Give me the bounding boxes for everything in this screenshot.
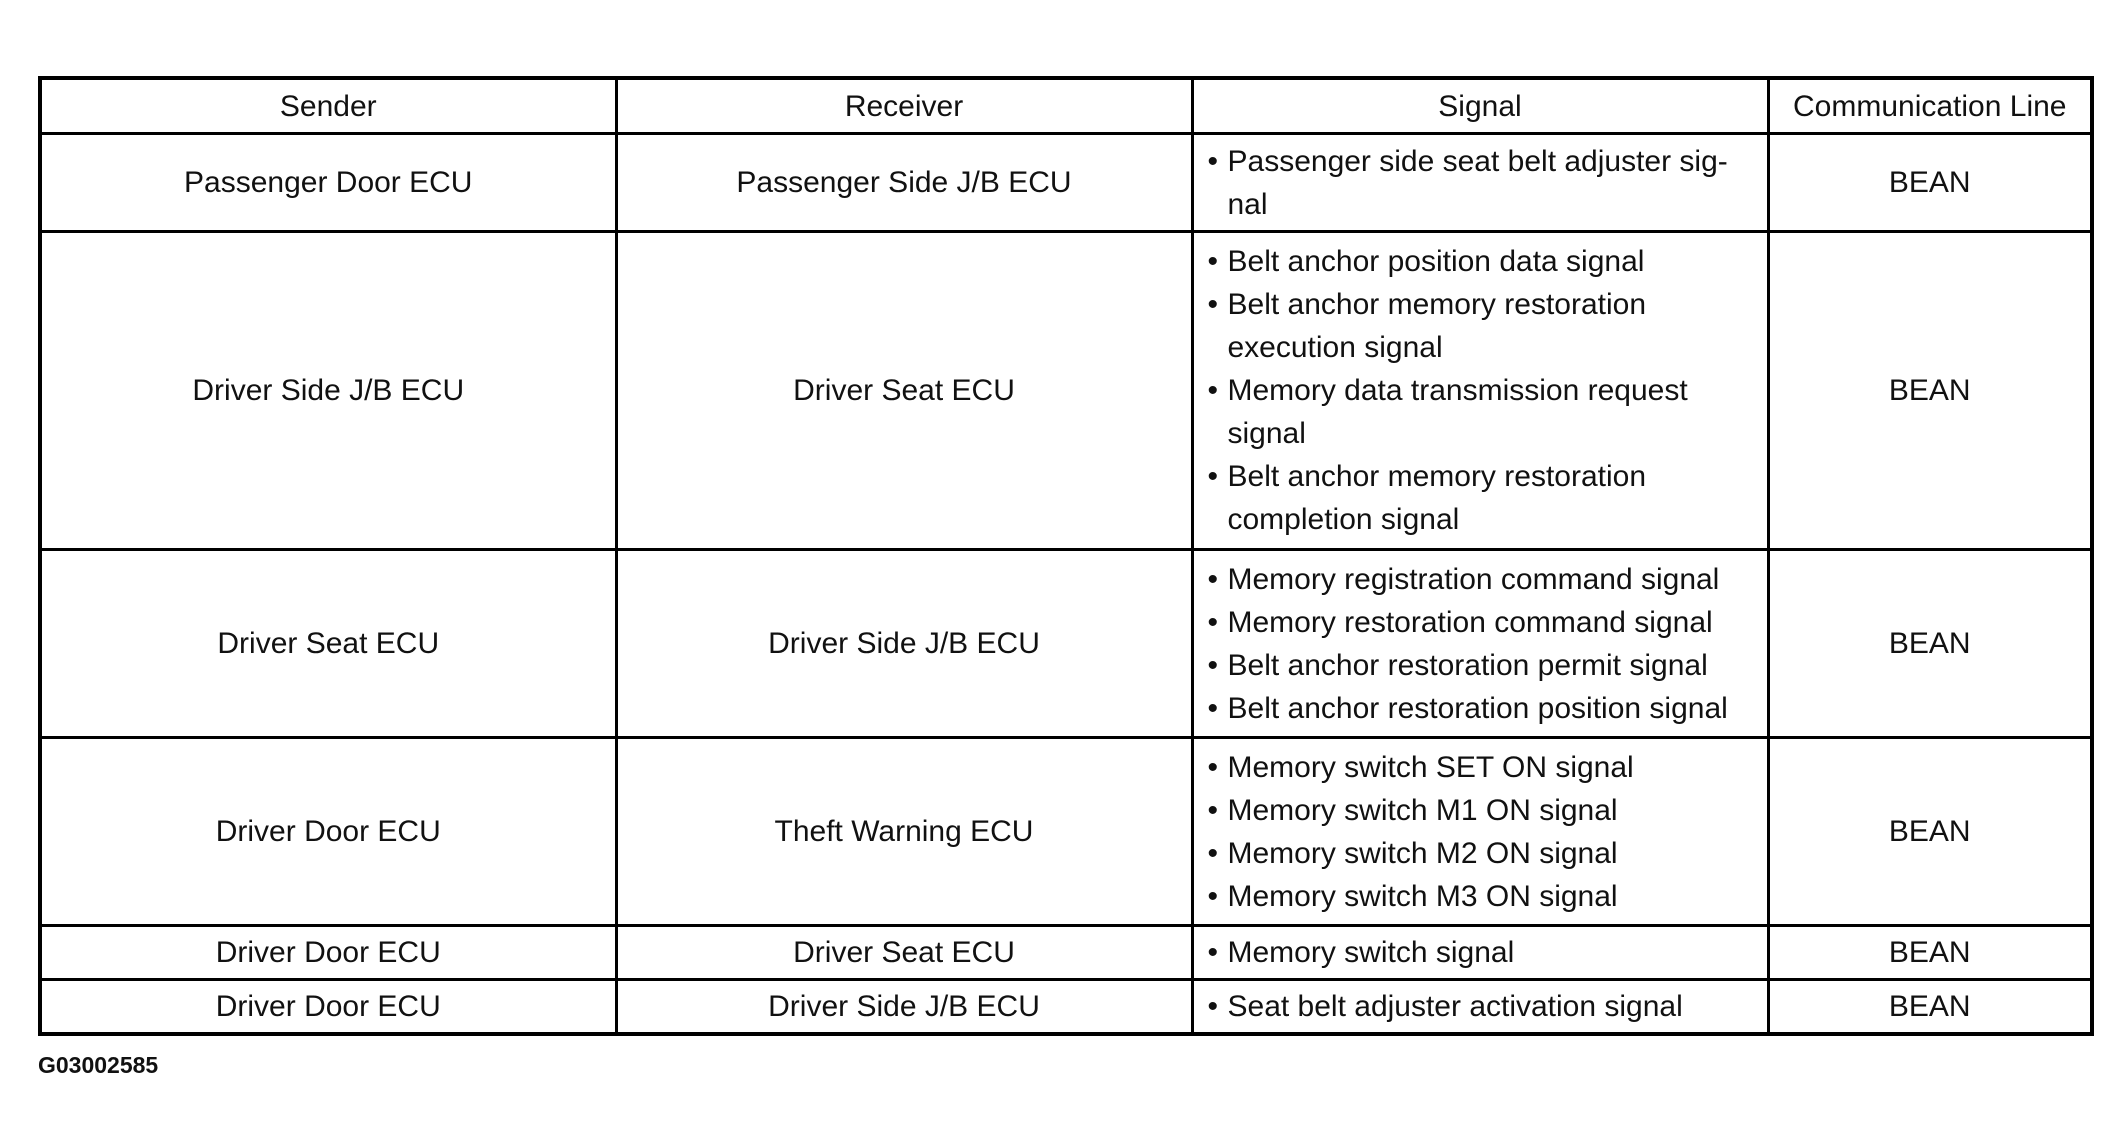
header-signal: Signal (1192, 78, 1768, 134)
figure-id: G03002585 (38, 1052, 159, 1078)
communication-line-cell: BEAN (1768, 134, 2092, 232)
signal-cell (1192, 980, 1768, 1035)
receiver-cell: Passenger Side J/B ECU (616, 134, 1192, 232)
signal-cell (1192, 232, 1768, 550)
signal-cell (1192, 738, 1768, 926)
signal-item: • Memory switch SET ON signal (1208, 746, 1755, 789)
signal-list (1208, 985, 1755, 1028)
communication-line-cell: BEAN (1768, 980, 2092, 1035)
table-row (40, 926, 2092, 980)
signal-cell (1192, 550, 1768, 738)
signal-item: • Memory data transmission request signal (1208, 369, 1755, 455)
header-sender: Sender (40, 78, 616, 134)
communication-line-cell: BEAN (1768, 738, 2092, 926)
signal-item: • Belt anchor memory restoration completion signal (1208, 455, 1755, 541)
signal-list (1208, 931, 1755, 974)
sender-cell: Driver Door ECU (40, 980, 616, 1035)
signal-list (1208, 240, 1755, 541)
signal-list (1208, 746, 1755, 918)
header-communication-line: Communication Line (1768, 78, 2092, 134)
signal-item: • Memory registration command signal (1208, 558, 1755, 601)
signal-item: • Belt anchor position data signal (1208, 240, 1755, 283)
signal-item: • Belt anchor restoration position signal (1208, 687, 1755, 730)
signal-item: • Seat belt adjuster activation signal (1208, 985, 1755, 1028)
communication-table-container (38, 76, 2090, 1036)
table-row (40, 980, 2092, 1035)
receiver-cell: Driver Side J/B ECU (616, 980, 1192, 1035)
table-header-row (40, 78, 2092, 134)
signal-item: • Memory restoration command signal (1208, 601, 1755, 644)
signal-item: • Memory switch M3 ON signal (1208, 875, 1755, 918)
table-row (40, 738, 2092, 926)
signal-item: • Belt anchor memory restoration execution signal (1208, 283, 1755, 369)
receiver-cell: Theft Warning ECU (616, 738, 1192, 926)
communication-line-cell: BEAN (1768, 926, 2092, 980)
sender-cell: Passenger Door ECU (40, 134, 616, 232)
receiver-cell: Driver Seat ECU (616, 232, 1192, 550)
communication-line-cell: BEAN (1768, 232, 2092, 550)
sender-cell: Driver Door ECU (40, 926, 616, 980)
table-row (40, 232, 2092, 550)
receiver-cell: Driver Side J/B ECU (616, 550, 1192, 738)
signal-list (1208, 140, 1755, 226)
signal-cell (1192, 926, 1768, 980)
communication-line-cell: BEAN (1768, 550, 2092, 738)
receiver-cell: Driver Seat ECU (616, 926, 1192, 980)
sender-cell: Driver Door ECU (40, 738, 616, 926)
signal-item: • Memory switch M2 ON signal (1208, 832, 1755, 875)
sender-cell: Driver Side J/B ECU (40, 232, 616, 550)
signal-list (1208, 558, 1755, 730)
signal-item: • Belt anchor restoration permit signal (1208, 644, 1755, 687)
signal-item: • Memory switch M1 ON signal (1208, 789, 1755, 832)
table-row (40, 550, 2092, 738)
table-row (40, 134, 2092, 232)
sender-cell: Driver Seat ECU (40, 550, 616, 738)
signal-item: • Memory switch signal (1208, 931, 1755, 974)
communication-table (38, 76, 2094, 1036)
header-receiver: Receiver (616, 78, 1192, 134)
signal-cell (1192, 134, 1768, 232)
signal-item: • Passenger side seat belt adjuster sig- nal (1208, 140, 1755, 226)
